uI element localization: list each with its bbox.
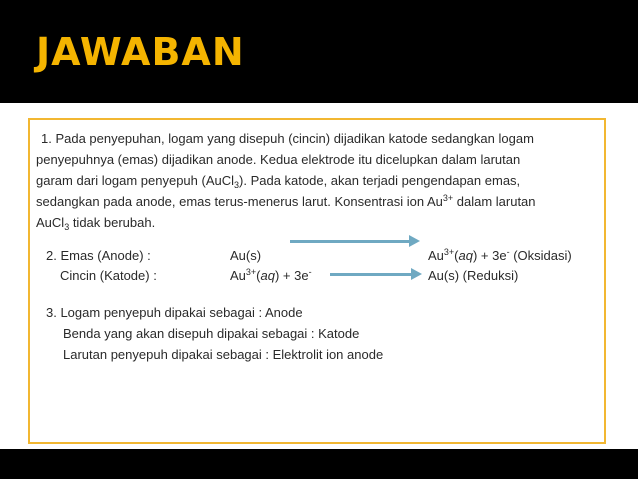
p1-line2: penyepuhnya (emas) dijadikan anode. Kedua elektrode itu dicelupkan dalam larutan xyxy=(36,152,521,167)
p1-line3: garam dari logam penyepuh (AuCl$_3$). Pada katode, akan terjadi pengendapan emas, xyxy=(36,173,521,190)
cathode-product: Au(s) (Reduksi) xyxy=(428,268,519,283)
p3-line1: 3. Logam penyepuh dipakai sebagai : Anode xyxy=(46,305,303,320)
p1-line1: 1. Pada penyepuhan, logam yang disepuh (cincin) dijadikan katode sedangkan logam xyxy=(41,131,534,146)
p1-line4: sedangkan pada anode, emas terus-menerus larut. Konsentrasi ion $Au^{3+}$ dalam larutan xyxy=(36,193,536,209)
cathode-reaction-arrow xyxy=(330,273,412,276)
p1-line5: AuCl$_3$ tidak berubah. xyxy=(36,215,156,232)
anode-product: $Au^{3+}(aq) + 3e^-$ (Oksidasi) xyxy=(428,247,572,263)
anode-reaction-arrow xyxy=(290,240,410,243)
p3-line3: Larutan penyepuh dipakai sebagai : Elektrolit ion anode xyxy=(63,347,384,362)
cathode-label: Cincin (Katode) : xyxy=(60,268,157,283)
cathode-reactant: $Au^{3+}(aq) + 3e^-$ xyxy=(230,267,312,283)
p3-line2: Benda yang akan disepuh dipakai sebagai : Katode xyxy=(63,326,360,341)
anode-label: 2. Emas (Anode) : xyxy=(46,248,151,263)
anode-reactant: Au(s) xyxy=(230,248,262,263)
slide-title: JAWABAN xyxy=(36,30,245,74)
